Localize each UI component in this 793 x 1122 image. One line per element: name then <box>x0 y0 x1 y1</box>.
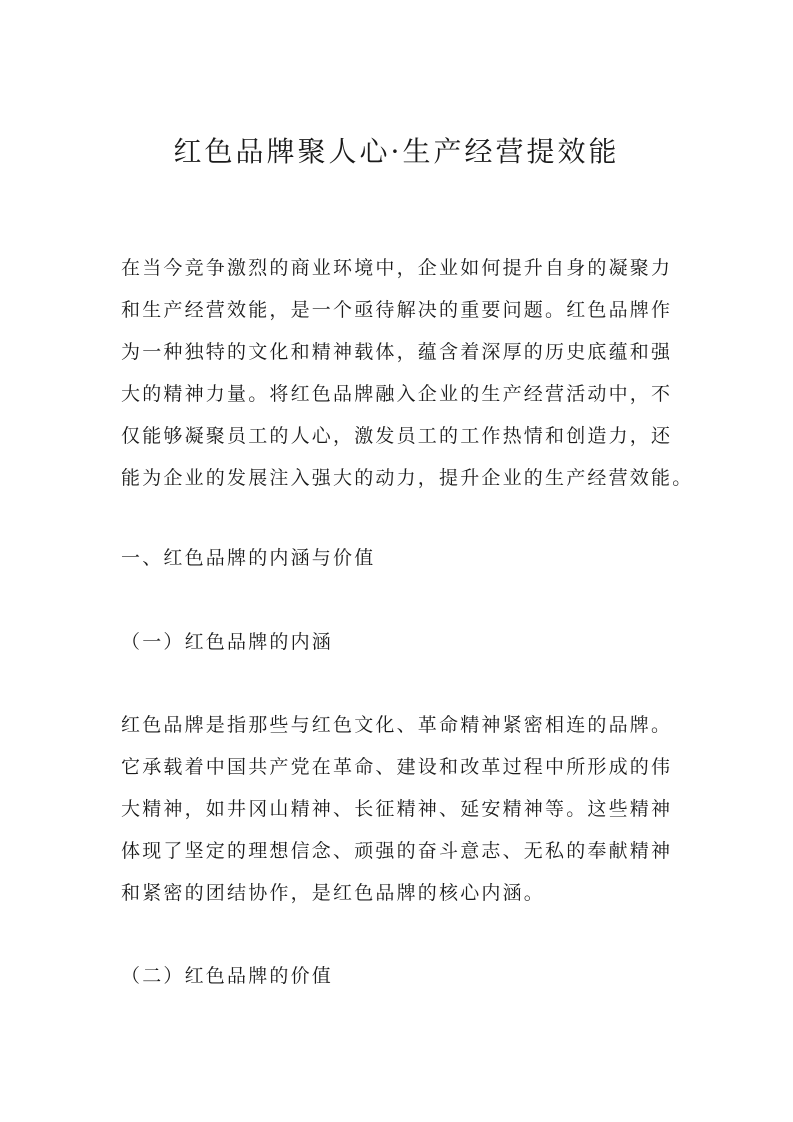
intro-line: 和生产经营效能，是一个亟待解决的重要问题。红色品牌作 <box>121 299 673 321</box>
intro-line: 能为企业的发展注入强大的动力，提升企业的生产经营效能。 <box>121 467 694 489</box>
section-heading: 一、红色品牌的内涵与价值 <box>121 547 376 569</box>
body-line: 体现了坚定的理想信念、顽强的奋斗意志、无私的奉献精神 <box>121 840 673 862</box>
intro-line: 在当今竞争激烈的商业环境中，企业如何提升自身的凝聚力 <box>121 257 673 279</box>
intro-line: 为一种独特的文化和精神载体，蕴含着深厚的历史底蕴和强 <box>121 341 673 363</box>
subsection-heading: （二）红色品牌的价值 <box>121 965 334 987</box>
intro-line: 大的精神力量。将红色品牌融入企业的生产经营活动中，不 <box>121 383 673 405</box>
document-title: 红色品牌聚人心·生产经营提效能 <box>173 135 620 168</box>
body-line: 和紧密的团结协作，是红色品牌的核心内涵。 <box>121 882 546 904</box>
body-line: 大精神，如井冈山精神、长征精神、延安精神等。这些精神 <box>121 798 673 820</box>
intro-line: 仅能够凝聚员工的人心，激发员工的工作热情和创造力，还 <box>121 425 673 447</box>
body-line: 红色品牌是指那些与红色文化、革命精神紧密相连的品牌。 <box>121 714 673 736</box>
subsection-heading: （一）红色品牌的内涵 <box>121 631 334 653</box>
body-line: 它承载着中国共产党在革命、建设和改革过程中所形成的伟 <box>121 756 673 778</box>
